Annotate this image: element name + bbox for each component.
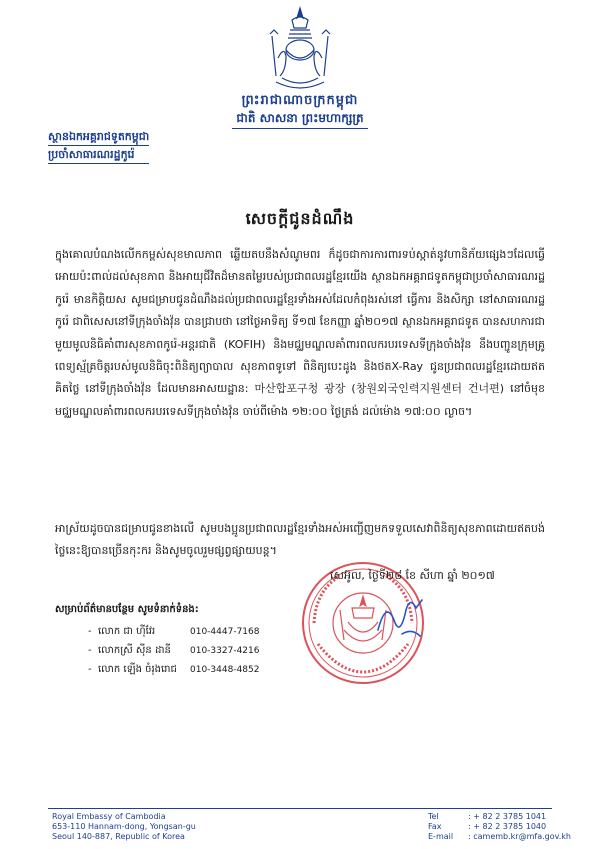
embassy-name-line2: ប្រចាំសាធារណរដ្ឋកូរ៉េ [48,146,149,164]
body-paragraph-1: ក្នុងគោលបំណងលើកកម្ពស់សុខមាលភាព ឆ្លើយតបនឹងសំណូមពរ ក៏ដូចជាការការពារទប់ស្កាត់នូវហានិភ័យផ្សេងៗដែលធ្វើអោយប៉ះពាល់ដល់សុខភាព និងអាយុជីវិតដ៏មានតម្លៃរបស់ប្រជាពលរដ្ឋខ្មែរយើង ស្ថានឯកអគ្គរាជទូតកម្ពុជាប្រចាំសាធារណរដ្ឋកូរ៉េ មានកិត្តិយស សូមជម្រាបជូនដំណឹងដល់ប្រជាពលរដ្ឋខ្មែរទាំងអស់ដែលកំពុងរស់នៅ ធ្វើការ និងសិក្សា នៅសាធារណរដ្ឋកូរ៉េ ជាពិសេសនៅទីក្រុងចាំងវ៉ុន បានជ្រាបថា នៅថ្ងៃអាទិត្យ ទី១៧ ខែកញ្ញា ឆ្នាំ២០១៧ ស្ថានឯកអគ្គរាជទូត បានសហការជាមួយមូលនិធិគាំពារសុខភាពកូរ៉េ-អន្តរជាតិ (KOFIH) និងមជ្ឈមណ្ឌលគាំពារពលករបរទេសទីក្រុងចាំងវ៉ុន នឹងបញ្ជូនក្រុមគ្រូពេទ្យស្ម័គ្រចិត្តរបស់មូលនិធិចុះពិនិត្យព្យាបាល សុខភាពទូទៅ ពិនិត្យបេះដូង និងថតX-Ray ជូនប្រជាពលរដ្ឋខ្មែរដោយឥតគិតថ្លៃ នៅទីក្រុងចាំងវ៉ុន ដែលមានអាសយដ្ឋាន: 마산합포구청 광장 (창원외국인력지원센터 건너편) នៅចំមុខមជ្ឈមណ្ឌលគាំពារពលករបរទេសទីក្រុងចាំងវ៉ុន ចាប់ពីម៉ោង ១២:០០ ថ្ងៃត្រង់ ដល់ម៉ោង ១៧:០០ ល្ងាច។ [55,248,545,418]
contact-row [88,624,268,639]
email-label: E-mail [428,832,454,841]
date-signoff: សេអ៊ូល, ថ្ងៃទី២៨ ខែ សីហា ឆ្នាំ ២០១៧ [330,569,495,582]
motto-underline [232,128,368,129]
list-dash: - [88,664,92,675]
tel-value: : + 82 2 3785 1041 [468,812,547,821]
tel-label: Tel [428,812,439,821]
fax-value: : + 82 2 3785 1040 [468,822,547,831]
embassy-name [48,128,149,164]
fax-label: Fax [428,822,442,831]
contact-name: លោក ជា ហ៊ីវែរ [98,626,156,637]
contact-row [88,643,268,658]
footer-divider [48,808,552,809]
embassy-name-line1: ស្ថានឯកអគ្គរាជទូតកម្ពុជា [48,128,149,146]
contact-phone: 010-3327-4216 [190,646,260,656]
footer-address-line: Royal Embassy of Cambodia [52,812,166,821]
body-paragraph-2: អាស្រ័យដូចបានជម្រាបជូនខាងលើ សូមបងប្អូនប្រជាពលរដ្ឋខ្មែរទាំងអស់អញ្ជើញមកទទួលសេវាពិនិត្យសុខភាពដោយឥតបង់ថ្លៃនេះឱ្យបានច្រើនកុះករ និងសូមចូលរួមផ្សព្វផ្សាយបន្ត។ [55,522,545,558]
list-dash: - [88,645,92,656]
footer-contact [428,812,571,842]
handwritten-signature [372,590,428,650]
email-value: : camemb.kr@mfa.gov.kh [468,832,571,841]
contact-row [88,662,268,677]
footer-address-line: 653-110 Hannam-dong, Yongsan-gu [52,822,196,831]
footer-address-line: Seoul 140-887, Republic of Korea [52,832,185,841]
national-motto: ជាតិ សាសនា ព្រះមហាក្សត្រ [236,111,364,125]
notice-title: សេចក្តីជូនដំណឹង [245,209,355,228]
contact-name: លោក ឡើង ចំរុងរោជ [98,664,177,675]
contact-phone: 010-3448-4852 [190,665,260,675]
royal-coat-of-arms-icon [262,6,338,92]
contact-header: សម្រាប់ព័ត៌មានបន្ថែម សូមទំនាក់ទំនង: [55,604,199,615]
list-dash: - [88,626,92,637]
contact-phone: 010-4447-7168 [190,627,260,637]
contact-name: លោកស្រី ស៊ីន ដានី [98,645,171,656]
kingdom-name: ព្រះរាជាណាចក្រកម្ពុជា [241,93,359,108]
footer-address [52,812,196,842]
